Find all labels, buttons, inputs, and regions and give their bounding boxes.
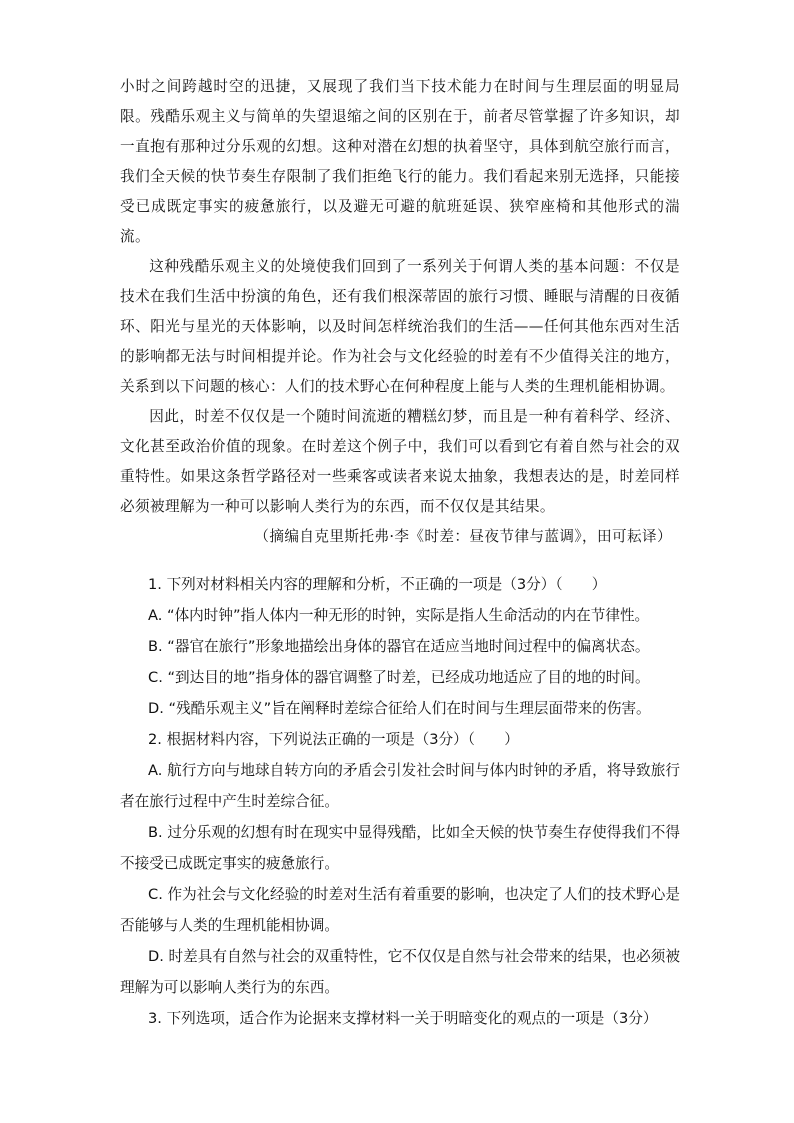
passage-paragraph-1: 小时之间跨越时空的迅捷，又展现了我们当下技术能力在时间与生理层面的明显局限。残酷乐观主义与简单的失望退缩之间的区别在于，前者尽管掌握了许多知识，却一直抱有那种过分乐观的幻想。这种对潜在幻想的执着坚守，具体到航空旅行而言，我们全天候的快节奏生存限制了我们拒绝飞行的能力。我们看起来别无选择，只能接受已成既定事实的疲惫旅行，以及避无可避的航班延误、狭窄座椅和其他形式的湍流。 [120,78,680,245]
question-2-option-d: D. 时差具有自然与社会的双重特性，它不仅仅是自然与社会带来的结果，也必须被理解为可以影响人类行为的东西。 [120,948,680,996]
question-1-option-a: A. “体内时钟”指人体内一种无形的时钟，实际是指人生命活动的内在节律性。 [148,607,650,624]
question-2-stem: 2. 根据材料内容，下列说法正确的一项是（3分）（ ） [148,731,519,748]
question-2-option-c: C. 作为社会与文化经验的时差对生活有着重要的影响，也决定了人们的技术野心是否能够与人类的生理机能相协调。 [120,886,680,934]
passage-paragraph-3: 因此，时差不仅仅是一个随时间流逝的糟糕幻梦，而且是一种有着科学、经济、文化甚至政治价值的现象。在时差这个例子中，我们可以看到它有着自然与社会的双重特性。如果这条哲学路径对一些乘客或读者来说太抽象，我想表达的是，时差同样必须被理解为一种可以影响人类行为的东西，而不仅仅是其结果。 [120,408,680,515]
reading-passage [120,72,680,552]
question-3-stem: 3. 下列选项，适合作为论据来支撑材料一关于明暗变化的观点的一项是（3分） [148,1010,658,1027]
question-1-option-c: C. “到达目的地”指身体的器官调整了时差，已经成功地适应了目的地的时间。 [148,669,650,686]
question-section [120,569,680,1034]
question-1-option-b: B. “器官在旅行”形象地描绘出身体的器官在适应当地时间过程中的偏离状态。 [148,638,650,655]
passage-source-citation: （摘编自克里斯托弗·李《时差：昼夜节律与蓝调》，田可耘译） [254,528,672,545]
question-1-stem: 1. 下列对材料相关内容的理解和分析，不正确的一项是（3分）（ ） [148,576,607,593]
question-2-option-a: A. 航行方向与地球自转方向的矛盾会引发社会时间与体内时钟的矛盾，将导致旅行者在旅行过程中产生时差综合征。 [120,762,680,810]
question-2-option-b: B. 过分乐观的幻想有时在现实中显得残酷，比如全天候的快节奏生存使得我们不得不接受已成既定事实的疲惫旅行。 [120,824,680,872]
question-1-option-d: D. “残酷乐观主义”旨在阐释时差综合征给人们在时间与生理层面带来的伤害。 [148,700,651,717]
passage-paragraph-2: 这种残酷乐观主义的处境使我们回到了一系列关于何谓人类的基本问题：不仅是技术在我们生活中扮演的角色，还有我们根深蒂固的旅行习惯、睡眠与清醒的日夜循环、阳光与星光的天体影响，以及时间怎样统治我们的生活——任何其他东西对生活的影响都无法与时间相提并论。作为社会与文化经验的时差有不少值得关注的地方，关系到以下问题的核心：人们的技术野心在何种程度上能与人类的生理机能相协调。 [120,258,680,395]
